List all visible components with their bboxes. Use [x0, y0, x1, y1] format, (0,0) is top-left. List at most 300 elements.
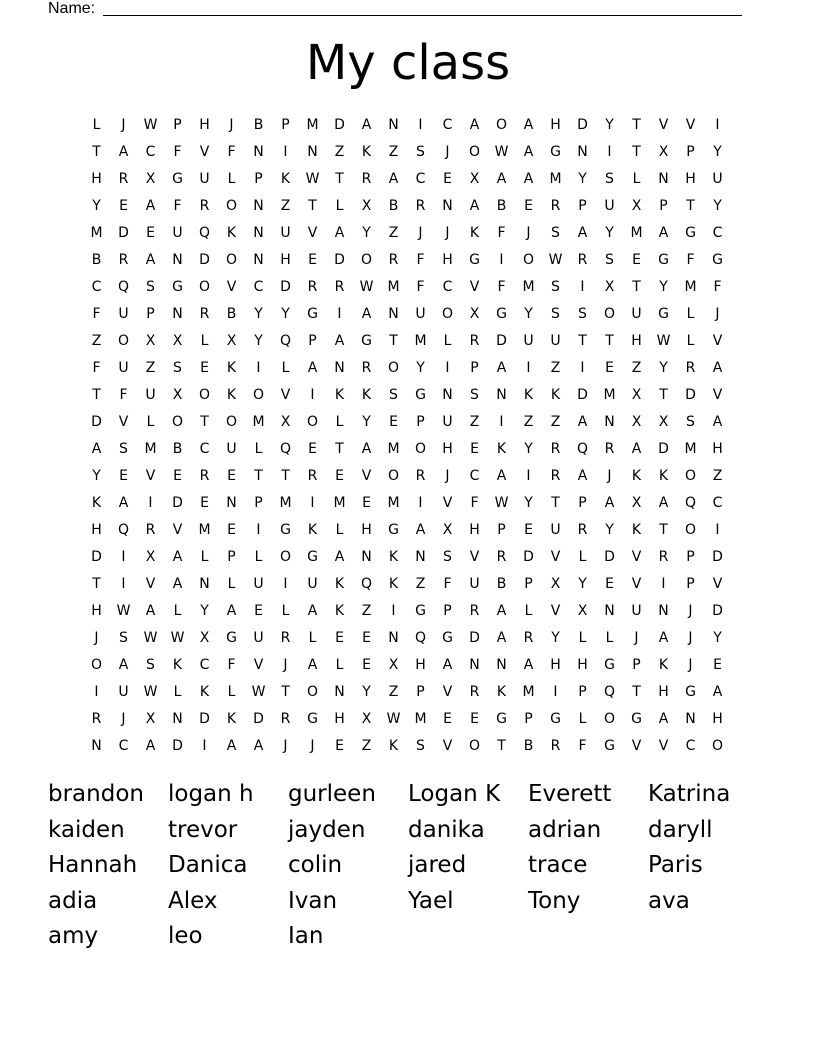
grid-letter: K	[658, 656, 669, 673]
grid-letter: A	[496, 359, 507, 376]
grid-letter: C	[199, 656, 210, 673]
grid-letter: Y	[659, 278, 668, 295]
grid-letter: G	[307, 548, 318, 565]
grid-letter: R	[658, 548, 669, 565]
word-list-item: trevor	[168, 816, 238, 843]
grid-letter: V	[442, 494, 453, 511]
grid-letter: F	[173, 197, 182, 214]
grid-letter: U	[307, 575, 318, 592]
grid-letter: A	[145, 197, 156, 214]
grid-letter: C	[415, 170, 426, 187]
grid-letter: E	[524, 197, 533, 214]
grid-letter: T	[632, 278, 641, 295]
grid-letter: P	[227, 548, 236, 565]
word-list-item: colin	[288, 852, 343, 878]
grid-letter: K	[469, 224, 480, 241]
grid-letter: A	[91, 440, 102, 457]
grid-letter: Y	[281, 305, 290, 322]
grid-letter: E	[389, 413, 398, 430]
grid-letter: I	[580, 359, 585, 376]
grid-letter: Z	[712, 467, 723, 484]
grid-letter: T	[632, 683, 641, 700]
grid-letter: V	[469, 278, 480, 295]
grid-letter: C	[91, 278, 102, 295]
grid-letter: Z	[415, 575, 426, 592]
grid-letter: F	[416, 278, 425, 295]
grid-letter: J	[688, 656, 693, 673]
grid-letter: H	[685, 170, 696, 187]
grid-letter: Z	[145, 359, 156, 376]
grid-letter: K	[172, 656, 183, 673]
grid-letter: A	[334, 548, 345, 565]
grid-letter: V	[712, 332, 723, 349]
grid-letter: S	[686, 413, 695, 430]
grid-letter: Y	[605, 116, 614, 133]
grid-letter: S	[605, 251, 614, 268]
grid-letter: U	[604, 197, 615, 214]
grid-letter: A	[658, 494, 669, 511]
grid-letter: V	[550, 548, 561, 565]
grid-letter: I	[526, 467, 531, 484]
grid-letter: Z	[388, 224, 399, 241]
grid-letter: D	[199, 710, 210, 727]
grid-letter: B	[523, 737, 534, 754]
grid-letter: S	[173, 359, 182, 376]
grid-letter: A	[307, 602, 318, 619]
grid-letter: D	[604, 548, 615, 565]
grid-letter: J	[634, 629, 639, 646]
grid-letter: V	[226, 278, 237, 295]
word-list-item: Danica	[168, 852, 248, 878]
grid-letter: G	[712, 251, 723, 268]
grid-letter: G	[469, 251, 480, 268]
grid-letter: D	[172, 737, 183, 754]
grid-letter: X	[361, 197, 372, 214]
grid-letter: R	[307, 467, 318, 484]
grid-letter: N	[172, 251, 183, 268]
grid-letter: A	[631, 440, 642, 457]
grid-letter: Z	[91, 332, 102, 349]
grid-letter: A	[172, 575, 183, 592]
grid-letter: F	[92, 359, 101, 376]
grid-letter: V	[199, 143, 210, 160]
grid-letter: Y	[92, 197, 101, 214]
grid-letter: A	[712, 683, 723, 700]
grid-letter: T	[200, 413, 209, 430]
grid-letter: D	[199, 251, 210, 268]
grid-letter: O	[468, 143, 481, 160]
grid-letter: O	[279, 548, 292, 565]
grid-letter: E	[443, 710, 452, 727]
grid-letter: F	[173, 143, 182, 160]
grid-letter: R	[388, 251, 399, 268]
grid-letter: R	[550, 197, 561, 214]
grid-letter: V	[442, 683, 453, 700]
grid-letter: J	[283, 737, 288, 754]
grid-letter: E	[146, 224, 155, 241]
grid-letter: X	[145, 170, 156, 187]
grid-letter: W	[494, 143, 509, 160]
grid-letter: E	[227, 467, 236, 484]
grid-letter: O	[306, 683, 319, 700]
grid-letter: L	[632, 170, 641, 187]
grid-letter: S	[551, 278, 560, 295]
grid-letter: U	[469, 575, 480, 592]
grid-letter: N	[658, 170, 669, 187]
grid-letter: P	[470, 359, 479, 376]
word-list-item: Tony	[528, 887, 581, 914]
grid-letter: Y	[362, 224, 371, 241]
grid-letter: B	[496, 575, 507, 592]
word-list-item: Logan K	[408, 781, 501, 807]
grid-letter: F	[119, 386, 128, 403]
grid-letter: Q	[117, 278, 130, 295]
grid-letter: O	[441, 305, 454, 322]
grid-letter: H	[577, 656, 588, 673]
grid-letter: U	[280, 224, 291, 241]
grid-letter: R	[280, 629, 291, 646]
word-list-item: logan h	[168, 781, 254, 807]
grid-letter: Y	[254, 305, 263, 322]
grid-letter: K	[631, 467, 642, 484]
grid-letter: Q	[117, 521, 130, 538]
grid-letter: H	[91, 170, 102, 187]
grid-letter: J	[94, 629, 99, 646]
grid-letter: P	[578, 683, 587, 700]
grid-letter: A	[415, 521, 426, 538]
grid-letter: P	[524, 575, 533, 592]
grid-letter: I	[715, 116, 720, 133]
grid-letter: O	[225, 251, 238, 268]
grid-letter: A	[523, 656, 534, 673]
grid-letter: M	[414, 710, 427, 727]
grid-letter: E	[470, 710, 479, 727]
grid-letter: O	[387, 359, 400, 376]
grid-letter: S	[551, 305, 560, 322]
grid-letter: X	[388, 656, 399, 673]
grid-letter: A	[307, 656, 318, 673]
grid-letter: D	[91, 413, 102, 430]
grid-letter: G	[550, 143, 561, 160]
grid-letter: U	[631, 602, 642, 619]
grid-letter: Y	[659, 359, 668, 376]
grid-letter: H	[334, 710, 345, 727]
grid-letter: A	[307, 359, 318, 376]
grid-letter: D	[577, 386, 588, 403]
grid-letter: F	[497, 278, 506, 295]
word-list-item: Paris	[648, 852, 703, 878]
word-list-item: Katrina	[648, 781, 731, 807]
grid-letter: R	[469, 332, 480, 349]
grid-letter: U	[118, 683, 129, 700]
grid-letter: M	[522, 278, 535, 295]
grid-letter: Q	[360, 575, 373, 592]
grid-letter: O	[495, 116, 508, 133]
grid-letter: S	[389, 386, 398, 403]
grid-letter: F	[497, 224, 506, 241]
grid-letter: E	[335, 629, 344, 646]
grid-letter: T	[92, 143, 101, 160]
grid-letter: N	[415, 548, 426, 565]
grid-letter: T	[308, 197, 317, 214]
grid-letter: U	[145, 386, 156, 403]
grid-letter: O	[117, 332, 130, 349]
grid-letter: Q	[684, 494, 697, 511]
grid-letter: O	[306, 413, 319, 430]
grid-letter: E	[308, 251, 317, 268]
grid-letter: G	[415, 386, 426, 403]
grid-letter: K	[226, 710, 237, 727]
grid-letter: X	[442, 521, 453, 538]
grid-letter: H	[199, 116, 210, 133]
name-underline	[103, 15, 742, 16]
grid-letter: W	[143, 629, 158, 646]
grid-letter: V	[307, 224, 318, 241]
grid-letter: R	[415, 467, 426, 484]
grid-letter: Y	[362, 683, 371, 700]
grid-letter: L	[173, 683, 182, 700]
grid-letter: J	[445, 143, 450, 160]
grid-letter: K	[226, 386, 237, 403]
grid-letter: D	[118, 224, 129, 241]
grid-letter: B	[496, 197, 507, 214]
grid-letter: E	[605, 359, 614, 376]
grid-letter: U	[550, 521, 561, 538]
grid-letter: A	[577, 467, 588, 484]
grid-letter: G	[415, 602, 426, 619]
grid-letter: V	[631, 548, 642, 565]
grid-letter: K	[280, 170, 291, 187]
grid-letter: N	[469, 656, 480, 673]
letter-grid	[83, 111, 731, 759]
grid-letter: G	[361, 332, 372, 349]
grid-letter: B	[388, 197, 399, 214]
grid-letter: R	[415, 197, 426, 214]
grid-letter: M	[414, 332, 427, 349]
grid-letter: T	[497, 737, 506, 754]
word-list-item: brandon	[48, 781, 144, 807]
grid-letter: R	[361, 170, 372, 187]
grid-letter: Z	[631, 359, 642, 376]
word-list	[48, 777, 768, 955]
grid-letter: A	[361, 440, 372, 457]
grid-letter: I	[499, 413, 504, 430]
grid-letter: U	[118, 305, 129, 322]
grid-letter: R	[496, 548, 507, 565]
grid-letter: T	[632, 116, 641, 133]
grid-letter: T	[281, 683, 290, 700]
grid-letter: L	[335, 413, 344, 430]
grid-letter: I	[391, 602, 396, 619]
grid-letter: I	[526, 359, 531, 376]
grid-letter: L	[254, 548, 263, 565]
grid-letter: Q	[603, 683, 616, 700]
grid-letter: K	[388, 548, 399, 565]
grid-letter: X	[577, 602, 588, 619]
grid-letter: R	[523, 629, 534, 646]
grid-letter: F	[92, 305, 101, 322]
word-list-item: trace	[528, 852, 588, 878]
grid-letter: A	[658, 710, 669, 727]
grid-letter: P	[578, 197, 587, 214]
grid-letter: G	[685, 224, 696, 241]
grid-letter: V	[631, 737, 642, 754]
grid-letter: V	[712, 575, 723, 592]
grid-letter: B	[226, 305, 237, 322]
grid-letter: W	[251, 683, 266, 700]
grid-letter: J	[310, 737, 315, 754]
grid-letter: V	[145, 575, 156, 592]
grid-letter: Y	[524, 305, 533, 322]
grid-letter: E	[254, 602, 263, 619]
grid-letter: Y	[713, 143, 722, 160]
grid-letter: N	[442, 197, 453, 214]
grid-letter: B	[253, 116, 264, 133]
word-list-item: amy	[48, 923, 99, 949]
grid-letter: L	[200, 332, 209, 349]
grid-letter: O	[198, 386, 211, 403]
grid-letter: C	[118, 737, 129, 754]
grid-letter: P	[686, 143, 695, 160]
grid-letter: G	[172, 170, 183, 187]
grid-letter: A	[442, 656, 453, 673]
word-list-item: daryll	[648, 816, 713, 843]
grid-letter: L	[281, 602, 290, 619]
grid-letter: D	[712, 548, 723, 565]
grid-letter: M	[684, 278, 697, 295]
grid-letter: L	[254, 440, 263, 457]
grid-letter: A	[172, 548, 183, 565]
grid-letter: N	[442, 386, 453, 403]
grid-letter: M	[279, 494, 292, 511]
word-list-item: Ian	[288, 923, 324, 949]
grid-letter: L	[443, 332, 452, 349]
grid-letter: R	[361, 359, 372, 376]
grid-letter: M	[306, 116, 319, 133]
grid-letter: T	[254, 467, 263, 484]
grid-letter: I	[715, 521, 720, 538]
grid-letter: R	[307, 278, 318, 295]
grid-letter: V	[361, 467, 372, 484]
grid-letter: U	[199, 170, 210, 187]
word-list-item: Hannah	[48, 852, 138, 878]
grid-letter: P	[686, 575, 695, 592]
grid-letter: L	[524, 602, 533, 619]
grid-letter: X	[658, 413, 669, 430]
grid-letter: E	[119, 197, 128, 214]
grid-letter: S	[119, 629, 128, 646]
word-list-item: leo	[168, 923, 203, 949]
grid-letter: T	[659, 521, 668, 538]
grid-letter: F	[227, 656, 236, 673]
grid-letter: I	[148, 494, 153, 511]
grid-letter: G	[658, 305, 669, 322]
grid-letter: S	[443, 548, 452, 565]
grid-letter: N	[496, 656, 507, 673]
grid-letter: N	[253, 197, 264, 214]
grid-letter: I	[580, 278, 585, 295]
grid-letter: N	[253, 143, 264, 160]
grid-letter: X	[658, 143, 669, 160]
grid-letter: A	[496, 467, 507, 484]
word-list-item: gurleen	[288, 781, 376, 807]
grid-letter: O	[252, 386, 265, 403]
grid-letter: P	[308, 332, 317, 349]
grid-letter: G	[685, 683, 696, 700]
grid-letter: R	[577, 521, 588, 538]
grid-letter: N	[91, 737, 102, 754]
grid-letter: G	[307, 710, 318, 727]
grid-letter: X	[145, 548, 156, 565]
grid-letter: F	[443, 575, 452, 592]
grid-letter: Y	[551, 629, 560, 646]
word-list-item: jayden	[288, 816, 366, 843]
grid-letter: V	[712, 386, 723, 403]
grid-letter: P	[524, 710, 533, 727]
grid-letter: N	[604, 602, 615, 619]
grid-letter: L	[227, 170, 236, 187]
grid-letter: D	[523, 548, 534, 565]
grid-letter: C	[685, 737, 696, 754]
grid-letter: H	[415, 656, 426, 673]
grid-letter: Y	[578, 170, 587, 187]
grid-letter: F	[713, 278, 722, 295]
grid-letter: I	[121, 575, 126, 592]
grid-letter: L	[227, 575, 236, 592]
grid-letter: M	[603, 386, 616, 403]
grid-letter: E	[335, 737, 344, 754]
grid-letter: P	[578, 494, 587, 511]
grid-letter: Y	[713, 629, 722, 646]
grid-letter: D	[685, 386, 696, 403]
grid-letter: A	[658, 629, 669, 646]
grid-letter: E	[524, 521, 533, 538]
grid-letter: J	[688, 602, 693, 619]
grid-letter: R	[280, 710, 291, 727]
grid-letter: O	[360, 251, 373, 268]
grid-letter: I	[256, 359, 261, 376]
grid-letter: P	[254, 170, 263, 187]
grid-letter: H	[631, 332, 642, 349]
grid-letter: E	[443, 170, 452, 187]
grid-letter: P	[173, 116, 182, 133]
grid-letter: N	[685, 710, 696, 727]
grid-letter: G	[604, 656, 615, 673]
grid-letter: V	[118, 413, 129, 430]
grid-letter: Y	[200, 602, 209, 619]
grid-letter: N	[172, 710, 183, 727]
grid-letter: K	[361, 143, 372, 160]
grid-letter: A	[145, 737, 156, 754]
grid-letter: S	[416, 737, 425, 754]
word-list-item: Everett	[528, 781, 612, 807]
name-label: Name:	[48, 0, 96, 17]
grid-letter: O	[684, 467, 697, 484]
grid-letter: G	[172, 278, 183, 295]
grid-letter: V	[550, 602, 561, 619]
grid-letter: X	[172, 332, 183, 349]
grid-letter: M	[387, 278, 400, 295]
word-list-item: Ivan	[288, 887, 338, 914]
grid-letter: Z	[523, 413, 534, 430]
grid-letter: Q	[198, 224, 211, 241]
grid-letter: X	[361, 710, 372, 727]
grid-letter: D	[334, 251, 345, 268]
grid-letter: A	[118, 494, 129, 511]
grid-letter: V	[469, 548, 480, 565]
grid-letter: N	[388, 305, 399, 322]
grid-letter: X	[469, 170, 480, 187]
